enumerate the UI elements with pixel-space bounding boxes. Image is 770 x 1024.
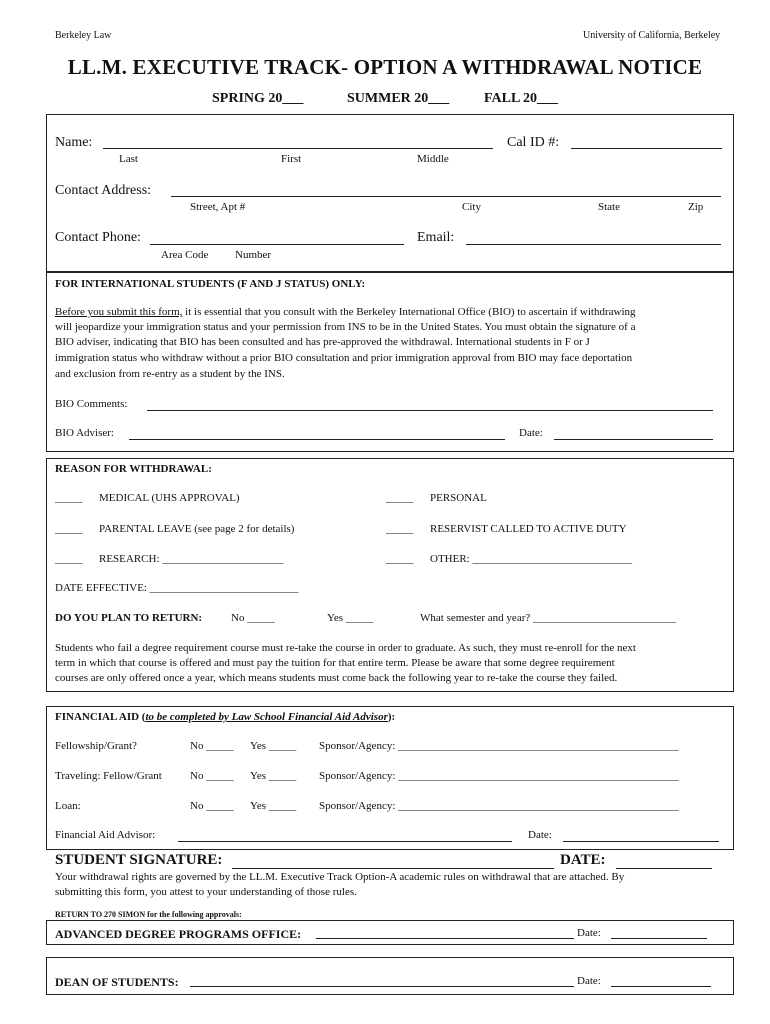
student-signature-field[interactable] (232, 868, 554, 869)
name-sub-first: First (281, 153, 302, 165)
address-sub-zip: Zip (688, 201, 704, 213)
loan-label: Loan: (55, 800, 81, 812)
fellowship-sponsor[interactable]: Sponsor/Agency: ___________________________________________________ (319, 740, 679, 752)
financial-advisor-field[interactable] (178, 841, 512, 842)
email-field[interactable] (466, 244, 721, 245)
fellowship-yes[interactable]: Yes _____ (250, 740, 297, 752)
reason-note-line-3: courses are only offered once a year, which means students must come back the following year to re-take the course they failed. (55, 672, 618, 684)
term-fall[interactable]: FALL 20___ (484, 91, 559, 106)
financial-advisor-label: Financial Aid Advisor: (55, 829, 156, 841)
calid-label: Cal ID #: (507, 135, 560, 150)
bio-adviser-field[interactable] (129, 439, 505, 440)
international-intro: Before you submit this form, (55, 306, 183, 318)
financial-heading-note: to be completed by Law School Financial Aid Advisor (145, 711, 388, 723)
header-left: Berkeley Law (55, 30, 112, 41)
research-field[interactable]: RESEARCH: ______________________ (99, 553, 284, 565)
term-spring[interactable]: SPRING 20___ (212, 91, 304, 106)
address-sub-state: State (598, 201, 620, 213)
term-summer[interactable]: SUMMER 20___ (347, 91, 450, 106)
international-para-line-4: immigration status who withdraw without a prior BIO consultation and prior immigration approval from BIO may face deportation (55, 352, 633, 364)
name-sub-last: Last (119, 153, 138, 165)
signature-date-label: DATE: (560, 852, 606, 868)
loan-no[interactable]: No _____ (190, 800, 234, 812)
signature-date-field[interactable] (616, 868, 712, 869)
plan-return-no[interactable]: No _____ (231, 612, 275, 624)
bio-adviser-label: BIO Adviser: (55, 427, 114, 439)
bio-comments-label: BIO Comments: (55, 398, 128, 410)
bio-date-field[interactable] (554, 439, 713, 440)
international-para-line-1: Before you submit this form, it is essential that you consult with the Berkeley International Office (BIO) to ascertain if withdrawing (55, 306, 636, 318)
international-para-line-3: BIO adviser, indicating that BIO has been consulted and has pre-approved the withdrawal. International students in F or J (55, 336, 590, 348)
traveling-no[interactable]: No _____ (190, 770, 234, 782)
other-checkbox[interactable]: _____ (386, 553, 414, 565)
advanced-degree-label: ADVANCED DEGREE PROGRAMS OFFICE: (55, 927, 302, 941)
dean-date-label: Date: (577, 975, 601, 987)
advanced-degree-signature-field[interactable] (316, 938, 574, 939)
reservist-label: RESERVIST CALLED TO ACTIVE DUTY (430, 523, 627, 535)
address-label: Contact Address: (55, 183, 152, 198)
fellowship-label: Fellowship/Grant? (55, 740, 137, 752)
other-field[interactable]: OTHER: _____________________________ (430, 553, 632, 565)
financial-date-field[interactable] (563, 841, 719, 842)
return-semester-field[interactable]: What semester and year? __________________________ (420, 612, 676, 624)
date-effective-field[interactable]: DATE EFFECTIVE: ___________________________ (55, 582, 299, 594)
dean-signature-field[interactable] (190, 986, 574, 987)
advanced-degree-date-label: Date: (577, 927, 601, 939)
phone-sub-number: Number (235, 249, 272, 261)
plan-return-label: DO YOU PLAN TO RETURN: (55, 612, 203, 624)
name-sub-middle: Middle (417, 153, 449, 165)
reason-note-line-1: Students who fail a degree requirement course must re-take the course in order to graduate. As such, they must re-enroll for the next (55, 642, 636, 654)
fellowship-no[interactable]: No _____ (190, 740, 234, 752)
bio-comments-field[interactable] (147, 410, 713, 411)
reservist-checkbox[interactable]: _____ (386, 523, 414, 535)
traveling-sponsor[interactable]: Sponsor/Agency: ___________________________________________________ (319, 770, 679, 782)
email-label: Email: (417, 230, 455, 245)
address-sub-city: City (462, 201, 481, 213)
form-title: LL.M. EXECUTIVE TRACK- OPTION A WITHDRAWAL NOTICE (67, 55, 703, 79)
calid-field[interactable] (571, 148, 722, 149)
international-para-line-2: will jeopardize your immigration status and your permission from INS to be in the United States. You must obtain the signature of a (55, 321, 636, 333)
signature-note-line-2: submitting this form, you attest to your understanding of those rules. (55, 886, 357, 898)
phone-field[interactable] (150, 244, 404, 245)
financial-heading: FINANCIAL AID (to be completed by Law School Financial Aid Advisor): (55, 711, 396, 723)
medical-label: MEDICAL (UHS APPROVAL) (99, 492, 240, 504)
signature-note-line-1: Your withdrawal rights are governed by the LL.M. Executive Track Option-A academic rules on withdrawal that are attached. By (55, 871, 625, 883)
financial-date-label: Date: (528, 829, 552, 841)
phone-label: Contact Phone: (55, 230, 141, 245)
header-right: University of California, Berkeley (583, 30, 721, 41)
reason-heading: REASON FOR WITHDRAWAL: (55, 463, 212, 475)
reason-note-line-2: term in which that course is offered and must pay the tuition for that entire term. Please be aware that some degree requirement (55, 657, 615, 669)
name-field[interactable] (103, 148, 493, 149)
name-label: Name: (55, 135, 93, 150)
address-sub-street: Street, Apt # (190, 201, 246, 213)
bio-date-label: Date: (519, 427, 543, 439)
student-signature-label: STUDENT SIGNATURE: (55, 852, 223, 868)
international-heading: FOR INTERNATIONAL STUDENTS (F AND J STATUS) ONLY: (55, 278, 366, 290)
parental-leave-checkbox[interactable]: _____ (55, 523, 83, 535)
address-field[interactable] (171, 196, 721, 197)
personal-label: PERSONAL (430, 492, 487, 504)
medical-checkbox[interactable]: _____ (55, 492, 83, 504)
loan-sponsor[interactable]: Sponsor/Agency: ___________________________________________________ (319, 800, 679, 812)
return-to-label: RETURN TO 270 SIMON for the following approvals: (55, 910, 242, 919)
parental-leave-label: PARENTAL LEAVE (see page 2 for details) (99, 523, 295, 535)
loan-yes[interactable]: Yes _____ (250, 800, 297, 812)
dean-label: DEAN OF STUDENTS: (55, 975, 179, 989)
dean-date-field[interactable] (611, 986, 711, 987)
research-checkbox[interactable]: _____ (55, 553, 83, 565)
traveling-label: Traveling: Fellow/Grant (55, 770, 162, 782)
personal-checkbox[interactable]: _____ (386, 492, 414, 504)
international-para-line-5: and exclusion from re-entry as a student by the INS. (55, 368, 285, 380)
phone-sub-area-code: Area Code (161, 249, 209, 261)
traveling-yes[interactable]: Yes _____ (250, 770, 297, 782)
plan-return-yes[interactable]: Yes _____ (327, 612, 374, 624)
advanced-degree-date-field[interactable] (611, 938, 707, 939)
